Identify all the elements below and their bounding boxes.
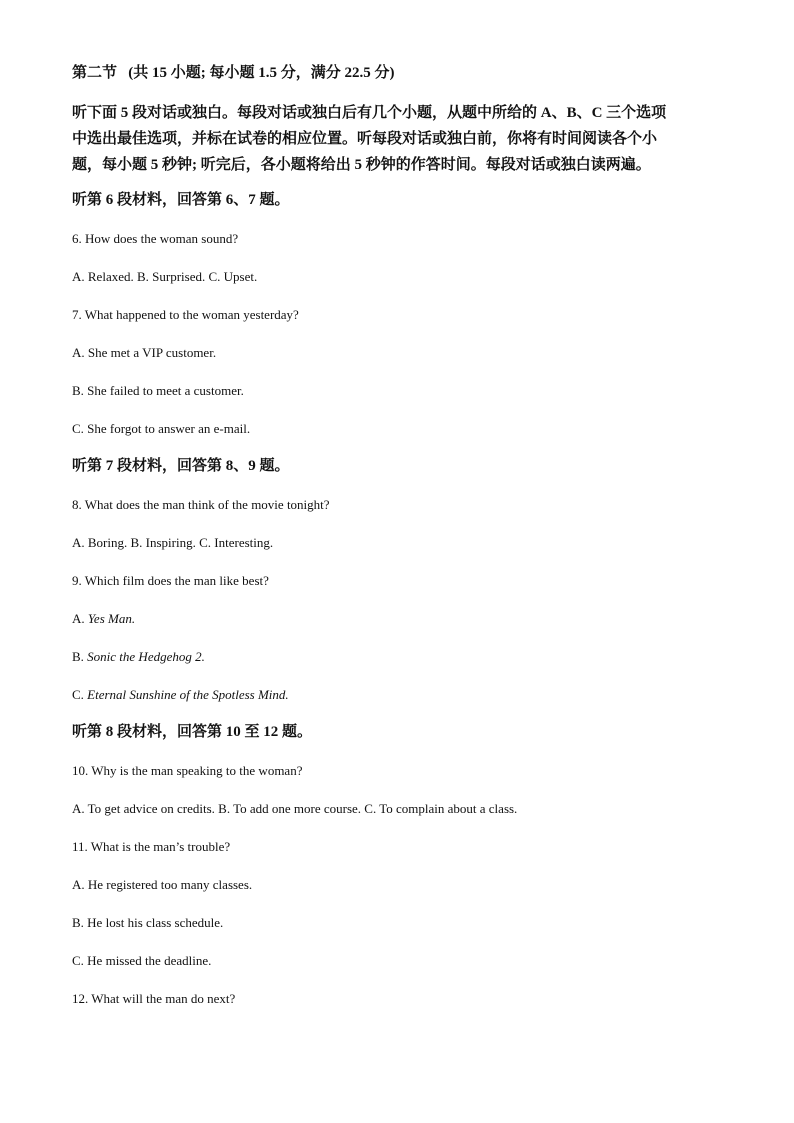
section-note: (共 15 小题; 每小题 1.5 分，满分 22.5 分) [128, 65, 395, 81]
film-title-b: Sonic the Hedgehog 2. [87, 649, 205, 664]
question-9-option-a [72, 610, 135, 628]
question-11-option-c: C. He missed the deadline. [72, 953, 212, 968]
group-heading-7: 听第 7 段材料，回答第 8、9 题。 [72, 458, 290, 474]
section-title: 第二节 [72, 65, 118, 81]
question-10-options: A. To get advice on credits. B. To add one more course. C. To complain about a class. [72, 801, 518, 816]
question-12: 12. What will the man do next? [72, 991, 236, 1006]
question-11: 11. What is the man’s trouble? [72, 839, 231, 854]
instruction-line-2: 中选出最佳选项，并标在试卷的相应位置。听每段对话或独白前，你将有时间阅读各个小 [72, 131, 658, 147]
group-heading-8: 听第 8 段材料，回答第 10 至 12 题。 [72, 724, 313, 740]
question-8: 8. What does the man think of the movie tonight? [72, 497, 330, 512]
question-7-option-b: B. She failed to meet a customer. [72, 383, 244, 398]
question-9-option-b [72, 648, 205, 666]
instruction-line-3: 题，每小题 5 秒钟; 听完后，各小题将给出 5 秒钟的作答时间。每段对话或独白读两遍。 [72, 157, 651, 173]
question-6: 6. How does the woman sound? [72, 231, 239, 246]
instruction-line-1: 听下面 5 段对话或独白。每段对话或独白后有几个小题，从题中所给的 A、B、C 三个选项 [72, 105, 667, 121]
option-b-prefix: B. [72, 649, 88, 664]
question-8-options: A. Boring. B. Inspiring. C. Interesting. [72, 535, 274, 550]
question-7-option-a: A. She met a VIP customer. [72, 345, 217, 360]
question-6-options: A. Relaxed. B. Surprised. C. Upset. [72, 269, 258, 284]
question-9: 9. Which film does the man like best? [72, 573, 269, 588]
question-7-option-c: C. She forgot to answer an e-mail. [72, 421, 251, 436]
option-c-prefix: C. [72, 687, 88, 702]
group-heading-6: 听第 6 段材料，回答第 6、7 题。 [72, 192, 290, 208]
section-heading [72, 62, 395, 84]
question-10: 10. Why is the man speaking to the woman? [72, 763, 303, 778]
question-7: 7. What happened to the woman yesterday? [72, 307, 299, 322]
question-9-option-c [72, 686, 289, 704]
question-11-option-a: A. He registered too many classes. [72, 877, 253, 892]
option-a-prefix: A. [72, 611, 88, 626]
film-title-a: Yes Man. [87, 611, 136, 626]
question-11-option-b: B. He lost his class schedule. [72, 915, 224, 930]
film-title-c: Eternal Sunshine of the Spotless Mind. [87, 687, 289, 702]
